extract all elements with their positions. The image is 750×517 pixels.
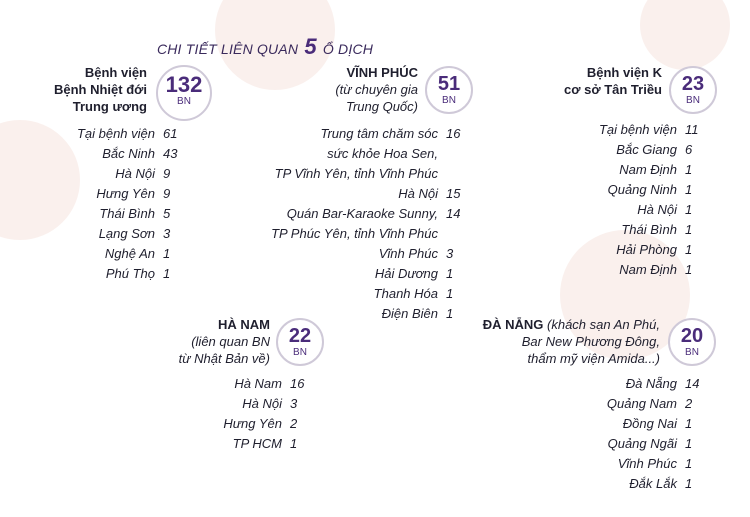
- breakdown-row: [560, 434, 710, 454]
- case-value: 16: [290, 376, 305, 391]
- breakdown-row: [260, 184, 480, 204]
- location-label: TP Vĩnh Yên, tỉnh Vĩnh Phúc: [274, 166, 438, 181]
- cluster-name-line: cơ sở Tân Triều: [564, 82, 662, 97]
- case-count: 23: [681, 73, 705, 95]
- location-label: Nam Định: [619, 262, 677, 277]
- case-value: 11: [685, 122, 699, 137]
- case-value: 15: [446, 186, 461, 201]
- location-label: Điện Biên: [381, 306, 438, 321]
- breakdown-row: [40, 164, 200, 184]
- location-label: Thanh Hóa: [373, 286, 438, 301]
- breakdown-row: [200, 394, 320, 414]
- case-value: 2: [290, 416, 298, 431]
- breakdown-row: [560, 200, 710, 220]
- cluster-name-line: Bệnh viện K: [586, 65, 662, 80]
- case-value: 5: [163, 206, 171, 221]
- cluster-subtitle: Bar New Phương Đông,: [521, 334, 660, 349]
- breakdown-row: [560, 414, 710, 434]
- case-count: 51: [437, 73, 461, 95]
- case-count-badge: [425, 66, 473, 114]
- cluster-heading: [300, 64, 418, 115]
- breakdown-row: [40, 184, 200, 204]
- case-value: 3: [290, 396, 298, 411]
- location-label: Vĩnh Phúc: [378, 246, 438, 261]
- breakdown-row: [560, 120, 710, 140]
- cluster-subtitle: từ Nhật Bản về): [178, 351, 270, 366]
- location-label: Vĩnh Phúc: [617, 456, 677, 471]
- cluster-name: ĐÀ NẴNG: [482, 317, 544, 332]
- location-label: Hà Nam: [234, 376, 282, 391]
- background-virus-shape: [640, 0, 730, 70]
- breakdown-row: [560, 474, 710, 494]
- cluster-subtitle: (khách sạn An Phú,: [547, 317, 660, 332]
- case-value: 9: [163, 166, 171, 181]
- location-label: Hà Nội: [242, 396, 282, 411]
- breakdown-row: [560, 220, 710, 240]
- breakdown-row: [40, 204, 200, 224]
- cluster-subtitle: (liên quan BN: [191, 334, 270, 349]
- breakdown-row: [560, 260, 710, 280]
- case-unit: BN: [177, 96, 191, 107]
- title-count: 5: [304, 34, 317, 59]
- location-label: Đắk Lắk: [629, 476, 677, 491]
- breakdown-row: [200, 374, 320, 394]
- breakdown-row: [260, 124, 480, 144]
- location-label: Nam Định: [619, 162, 677, 177]
- case-value: 6: [685, 142, 693, 157]
- location-label: Hà Nội: [115, 166, 155, 181]
- case-value: 1: [685, 416, 693, 431]
- case-count-badge: [156, 65, 212, 121]
- breakdown-row: [260, 144, 480, 164]
- breakdown-row: [560, 394, 710, 414]
- case-count: 22: [288, 325, 312, 347]
- title-prefix: CHI TIẾT LIÊN QUAN: [156, 41, 299, 57]
- location-label: Hải Dương: [374, 266, 438, 281]
- case-unit: BN: [442, 95, 456, 106]
- breakdown-row: [40, 144, 200, 164]
- cluster-heading: [545, 64, 662, 98]
- case-value: 1: [446, 286, 454, 301]
- location-label: Thái Bình: [99, 206, 155, 221]
- location-label: Quảng Ngãi: [607, 436, 677, 451]
- case-value: 1: [446, 306, 454, 321]
- breakdown-row: [560, 240, 710, 260]
- breakdown-row: [260, 204, 480, 224]
- case-count-badge: [669, 66, 717, 114]
- location-label: Quảng Nam: [606, 396, 677, 411]
- breakdown-row: [560, 180, 710, 200]
- location-label: TP Phúc Yên, tỉnh Vĩnh Phúc: [271, 226, 438, 241]
- location-label: Quảng Ninh: [607, 182, 677, 197]
- cluster-name: HÀ NAM: [218, 317, 270, 332]
- case-count: 20: [680, 325, 704, 347]
- case-unit: BN: [686, 95, 700, 106]
- breakdown-row: [40, 224, 200, 244]
- breakdown-row: [260, 284, 480, 304]
- case-value: 16: [446, 126, 461, 141]
- breakdown-row: [260, 224, 480, 244]
- cluster-subtitle: (từ chuyên gia: [335, 82, 418, 97]
- case-value: 1: [685, 162, 693, 177]
- breakdown-row: [40, 264, 200, 284]
- case-value: 14: [446, 206, 461, 221]
- location-label: Bắc Giang: [616, 142, 677, 157]
- location-label: Hưng Yên: [223, 416, 282, 431]
- breakdown-row: [200, 414, 320, 434]
- breakdown-row: [560, 140, 710, 160]
- case-value: 1: [685, 242, 693, 257]
- location-label: Phú Thọ: [105, 266, 155, 281]
- cluster-subtitle: thẩm mỹ viện Amida...): [527, 351, 660, 366]
- location-label: Hà Nội: [398, 186, 438, 201]
- cluster-name-line: Trung ương: [72, 99, 147, 114]
- location-label: Hải Phòng: [616, 242, 677, 257]
- breakdown-row: [40, 244, 200, 264]
- location-label: Bắc Ninh: [102, 146, 155, 161]
- location-label: sức khỏe Hoa Sen,: [327, 146, 438, 161]
- case-value: 61: [163, 126, 178, 141]
- breakdown-row: [260, 164, 480, 184]
- title-suffix: Ổ DỊCH: [322, 41, 374, 57]
- location-label: Hưng Yên: [96, 186, 155, 201]
- cluster-subtitle: Trung Quốc): [345, 99, 418, 114]
- case-count-badge: [276, 318, 324, 366]
- case-value: 1: [685, 456, 693, 471]
- location-label: Quán Bar-Karaoke Sunny,: [286, 206, 438, 221]
- case-value: 2: [685, 396, 693, 411]
- breakdown-row: [260, 264, 480, 284]
- case-count: 132: [165, 72, 203, 97]
- case-value: 1: [685, 476, 693, 491]
- case-value: 1: [163, 246, 171, 261]
- cluster-name: VĨNH PHÚC: [346, 65, 418, 80]
- cluster-heading: [160, 316, 270, 367]
- cluster-heading: [30, 64, 147, 115]
- case-value: 3: [446, 246, 454, 261]
- location-label: Đồng Nai: [622, 416, 677, 431]
- location-label: Đà Nẵng: [625, 376, 677, 391]
- case-value: 1: [685, 436, 693, 451]
- location-label: Tại bệnh viện: [598, 122, 677, 137]
- case-value: 1: [290, 436, 298, 451]
- breakdown-row: [560, 160, 710, 180]
- case-value: 9: [163, 186, 171, 201]
- location-label: TP HCM: [232, 436, 282, 451]
- case-count-badge: [668, 318, 716, 366]
- location-label: Nghệ An: [104, 246, 155, 261]
- cluster-heading: [470, 316, 660, 367]
- cluster-name-line: Bệnh Nhiệt đới: [53, 82, 147, 97]
- location-label: Lạng Sơn: [98, 226, 155, 241]
- case-value: 14: [685, 376, 700, 391]
- cluster-name-line: Bệnh viện: [84, 65, 147, 80]
- case-value: 1: [685, 262, 693, 277]
- case-unit: BN: [293, 347, 307, 358]
- case-value: 1: [685, 182, 693, 197]
- location-label: Hà Nội: [637, 202, 677, 217]
- location-label: Tại bệnh viện: [76, 126, 155, 141]
- breakdown-row: [260, 244, 480, 264]
- case-value: 3: [163, 226, 171, 241]
- case-value: 1: [163, 266, 171, 281]
- case-unit: BN: [685, 347, 699, 358]
- case-value: 1: [446, 266, 454, 281]
- breakdown-row: [560, 374, 710, 394]
- location-label: Thái Bình: [621, 222, 677, 237]
- breakdown-row: [200, 434, 320, 454]
- case-value: 1: [685, 202, 693, 217]
- infographic-title: [0, 34, 530, 60]
- case-value: 1: [685, 222, 693, 237]
- location-label: Trung tâm chăm sóc: [320, 126, 438, 141]
- breakdown-row: [40, 124, 200, 144]
- case-value: 43: [163, 146, 178, 161]
- breakdown-row: [560, 454, 710, 474]
